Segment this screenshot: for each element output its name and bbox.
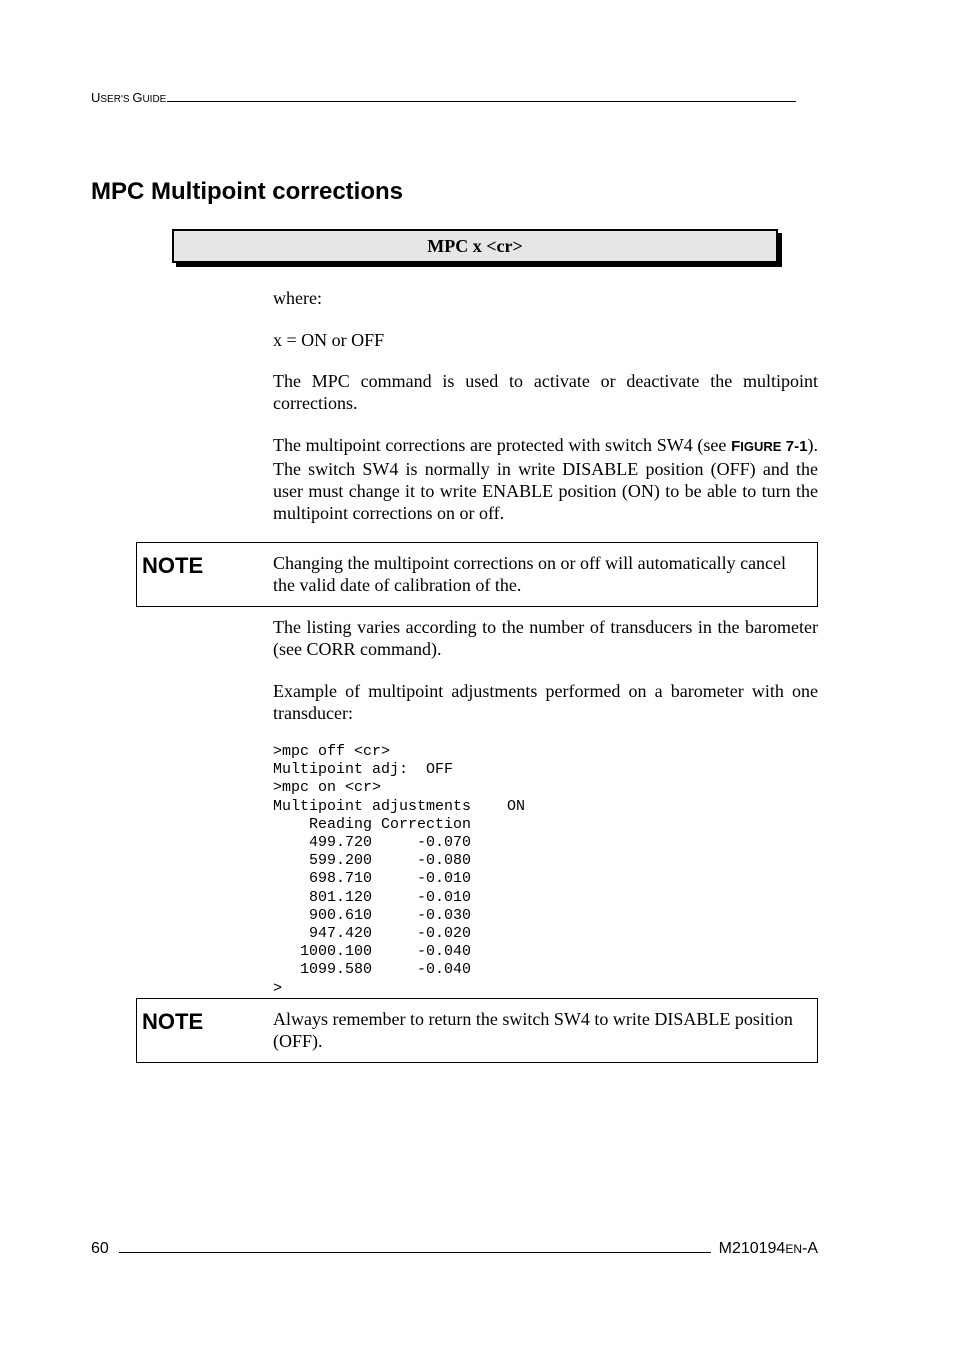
- page-number: 60: [91, 1240, 109, 1257]
- header-letter-g: G: [132, 90, 143, 105]
- paragraph-example: Example of multipoint adjustments performed on a barometer with one transducer:: [273, 681, 818, 723]
- header-smallcaps-guide: UIDE: [142, 94, 167, 105]
- x-definition: x = ON or OFF: [273, 330, 385, 350]
- switch-text-start: The multipoint corrections are protected with switch SW4 (see: [273, 435, 732, 455]
- note-box-2: [136, 998, 818, 1063]
- command-syntax-text: MPC x <cr>: [427, 235, 523, 256]
- page-footer: [91, 1240, 818, 1258]
- figure-ref-number: 7-1: [781, 438, 808, 455]
- where-label: where:: [273, 288, 322, 308]
- paragraph-mpc-command: The MPC command is used to activate or deactivate the multipoint corrections.: [273, 371, 818, 413]
- figure-ref-rest: IGURE: [740, 439, 782, 454]
- switch-text-end: ). The switch SW4 is normally in write DISABLE position (OFF) and the user must change it to write ENABLE position (ON) to be able to turn the multipoint corrections on or off.: [273, 435, 818, 523]
- section-title: MPC Multipoint corrections: [91, 178, 403, 205]
- doc-code-suffix: -A: [802, 1240, 818, 1257]
- figure-reference: [731, 439, 807, 454]
- note-label: NOTE: [142, 1009, 204, 1034]
- paragraph-switch-sw4: [273, 434, 818, 524]
- paragraph-listing-varies: The listing varies according to the number of transducers in the barometer (see CORR command).: [273, 617, 818, 659]
- doc-code-main: M210194: [718, 1240, 786, 1257]
- note-box-1: [136, 542, 818, 607]
- code-listing: >mpc off <cr> Multipoint adj: OFF >mpc on <cr> Multipoint adjustments ON Reading Correction 499.720 -0.070 599.200 -0.080 698.710 -0.010 801.120 -0.010 900.610 -0.030 947.420 -0.020 1000.100 -0.040 1099.580 -0.040 >: [273, 743, 526, 997]
- figure-ref-first-letter: F: [731, 438, 741, 455]
- running-header: [91, 90, 818, 105]
- header-smallcaps-users: SER'S: [100, 94, 133, 105]
- header-rule: [167, 101, 796, 102]
- header-letter-u: U: [91, 90, 101, 105]
- doc-code-lang: EN: [785, 1242, 802, 1256]
- note-text: Always remember to return the switch SW4 to write DISABLE position (OFF).: [273, 1009, 793, 1051]
- command-syntax-box: [172, 229, 778, 263]
- document-code: [719, 1240, 818, 1258]
- note-label: NOTE: [142, 553, 204, 578]
- footer-rule: [119, 1252, 711, 1253]
- note-text: Changing the multipoint corrections on or off will automatically cancel the valid date of calibration of the.: [273, 553, 787, 595]
